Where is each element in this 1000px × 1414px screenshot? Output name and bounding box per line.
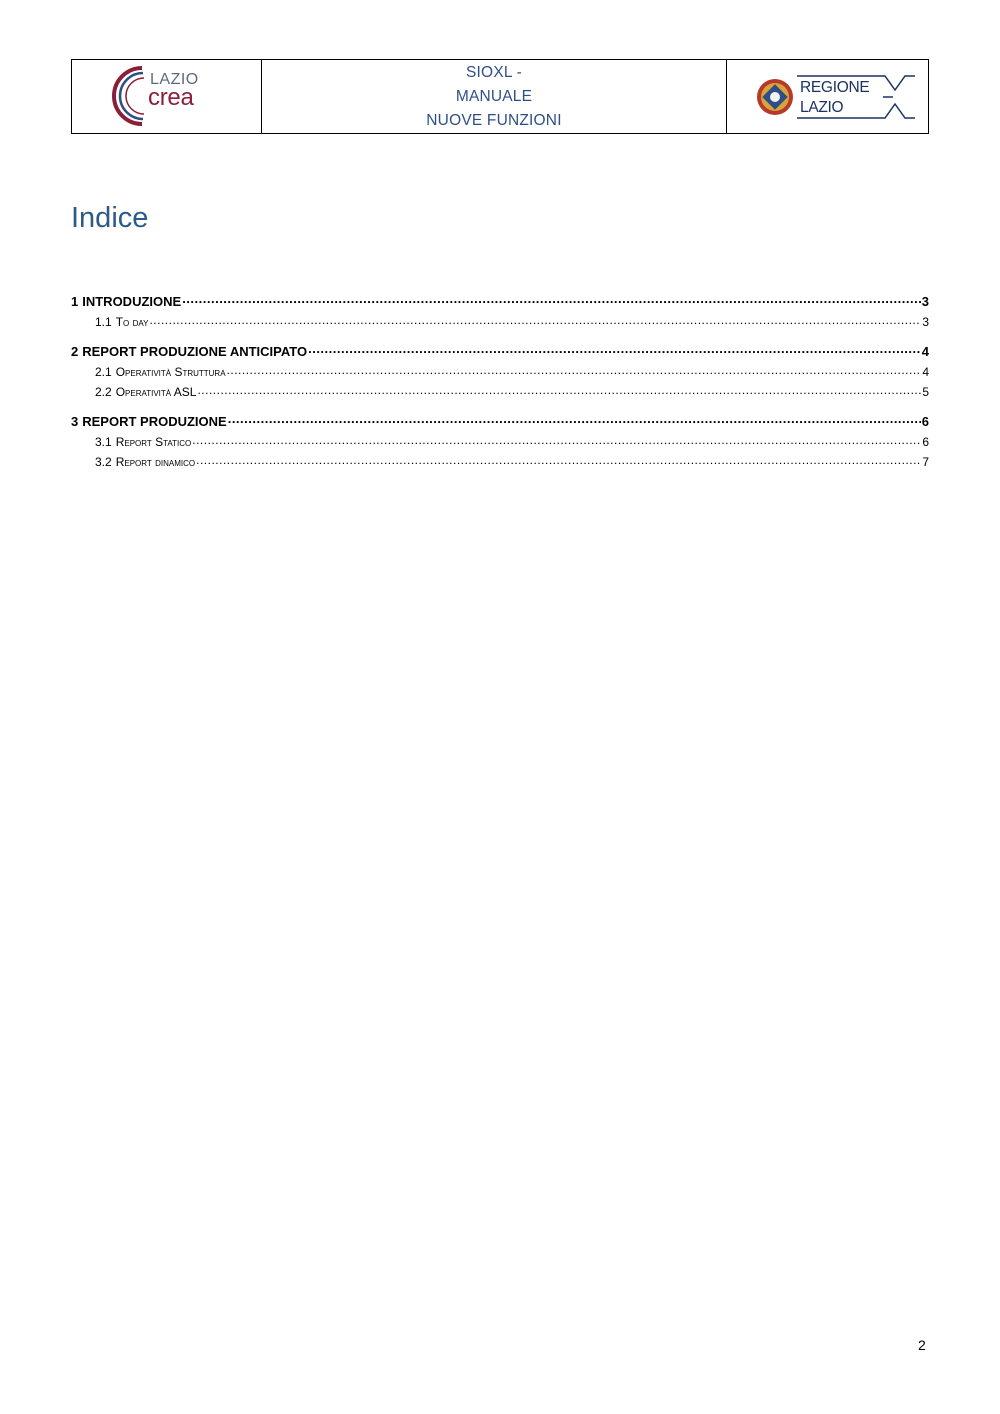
toc-entry-number: 2: [71, 344, 79, 359]
page-number: 2: [918, 1337, 926, 1353]
toc-entry-page: 6: [921, 414, 929, 429]
toc-entry-page: 3: [921, 294, 929, 309]
toc-entry-number: 2.1: [95, 365, 112, 379]
toc-entry-label: REPORT PRODUZIONE ANTICIPATO: [82, 344, 308, 359]
toc-entry-chapter[interactable]: [71, 342, 929, 362]
table-of-contents: [71, 292, 929, 472]
toc-entry-label: Operatività Struttura: [115, 365, 226, 379]
toc-entry-section[interactable]: [71, 432, 929, 452]
header-right-cell: [727, 60, 928, 133]
toc-leader-dots: [196, 454, 921, 466]
toc-entry-section[interactable]: [71, 362, 929, 382]
logo-text-lazio: LAZIO: [150, 71, 199, 88]
toc-entry-page: 3: [922, 315, 929, 329]
toc-entry-page: 7: [922, 455, 929, 469]
logo-text-lazio-region: LAZIO: [800, 99, 844, 116]
toc-entry-section[interactable]: [71, 312, 929, 332]
toc-entry-number: 2.2: [95, 385, 112, 399]
toc-leader-dots: [228, 413, 921, 426]
toc-entry-number: 3.1: [95, 435, 112, 449]
toc-leader-dots: [182, 293, 921, 306]
toc-entry-label: Report dinamico: [115, 455, 196, 469]
header-left-cell: [72, 60, 262, 133]
toc-leader-dots: [197, 384, 921, 396]
toc-entry-number: 3: [71, 414, 79, 429]
header-line-2: MANUALE: [455, 87, 533, 105]
toc-title: Indice: [71, 202, 149, 234]
toc-entry-number: 3.2: [95, 455, 112, 469]
lazio-crea-logo: [112, 62, 222, 132]
toc-entry-chapter[interactable]: [71, 292, 929, 312]
toc-leader-dots: [227, 364, 922, 376]
toc-entry-section[interactable]: [71, 382, 929, 402]
toc-entry-label: Operatività ASL: [115, 385, 197, 399]
header-title-cell: [262, 60, 727, 133]
toc-entry-label: Report Statico: [115, 435, 192, 449]
toc-entry-label: To day: [115, 315, 149, 329]
toc-entry-chapter[interactable]: [71, 412, 929, 432]
document-header: [71, 59, 929, 134]
toc-entry-number: 1.1: [95, 315, 112, 329]
regione-lazio-logo: [755, 68, 915, 128]
toc-entry-label: INTRODUZIONE: [82, 294, 182, 309]
toc-entry-page: 5: [922, 385, 929, 399]
toc-entry-page: 6: [922, 435, 929, 449]
toc-entry-label: REPORT PRODUZIONE: [82, 414, 227, 429]
toc-entry-page: 4: [921, 344, 929, 359]
toc-entry-section[interactable]: [71, 452, 929, 472]
toc-entry-number: 1: [71, 294, 79, 309]
header-line-1: SIOXL -: [466, 63, 522, 81]
regione-lazio-emblem-icon: [755, 68, 915, 128]
toc-entry-page: 4: [922, 365, 929, 379]
toc-leader-dots: [308, 343, 921, 356]
toc-leader-dots: [149, 314, 921, 326]
logo-text-regione: REGIONE: [800, 79, 870, 96]
logo-text-crea: crea: [148, 84, 194, 111]
toc-leader-dots: [192, 434, 921, 446]
header-line-3: NUOVE FUNZIONI: [426, 111, 562, 129]
